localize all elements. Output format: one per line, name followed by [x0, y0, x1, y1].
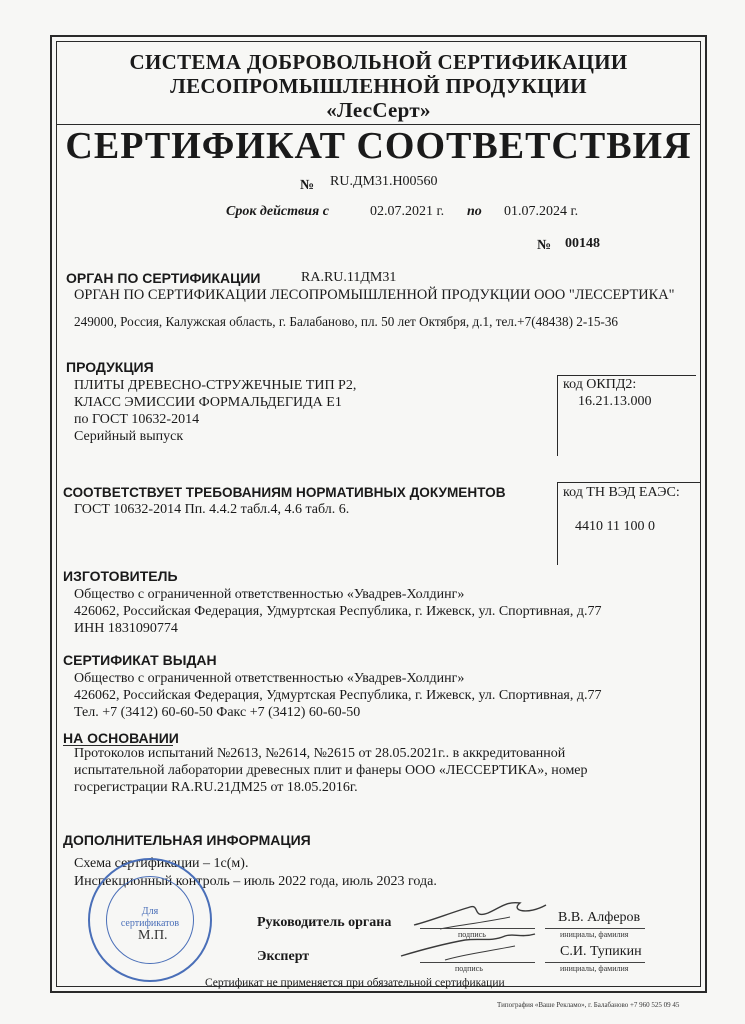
- head-signature-icon: [410, 895, 550, 935]
- product-line: КЛАСС ЭМИССИИ ФОРМАЛЬДЕГИДА Е1: [74, 395, 342, 410]
- form-number: 00148: [565, 236, 600, 251]
- issued-line: Тел. +7 (3412) 60-60-50 Факс +7 (3412) 60-60-50: [74, 705, 361, 720]
- conforms-value: ГОСТ 10632-2014 Пп. 4.4.2 табл.4, 4.6 табл. 6.: [74, 502, 350, 517]
- product-line: ПЛИТЫ ДРЕВЕСНО-СТРУЖЕЧНЫЕ ТИП Р2,: [74, 378, 357, 393]
- head-label: Руководитель органа: [257, 915, 392, 930]
- issued-label: СЕРТИФИКАТ ВЫДАН: [63, 652, 217, 668]
- additional-label: ДОПОЛНИТЕЛЬНАЯ ИНФОРМАЦИЯ: [63, 832, 311, 848]
- certificate-number: RU.ДМ31.Н00560: [330, 174, 438, 189]
- product-line: по ГОСТ 10632-2014: [74, 412, 200, 427]
- manufacturer-line: ИНН 1831090774: [74, 621, 178, 636]
- validity-label: Срок действия с: [226, 204, 329, 219]
- head-name-caption: инициалы, фамилия: [560, 930, 629, 939]
- number-label: №: [300, 178, 315, 193]
- organ-code: RA.RU.11ДМ31: [301, 270, 397, 285]
- valid-to: 01.07.2024 г.: [504, 204, 579, 219]
- head-name-line: [545, 928, 645, 929]
- organ-label: ОРГАН ПО СЕРТИФИКАЦИИ: [66, 270, 261, 286]
- tnved-value: 4410 11 100 0: [575, 519, 655, 534]
- expert-sign-caption: подпись: [455, 964, 483, 973]
- system-title-line2: ЛЕСОПРОМЫШЛЕННОЙ ПРОДУКЦИИ: [170, 74, 587, 98]
- manufacturer-line: 426062, Российская Федерация, Удмуртская Республика, г. Ижевск, ул. Спортивная, д.77: [74, 604, 602, 619]
- system-title-line1: СИСТЕМА ДОБРОВОЛЬНОЙ СЕРТИФИКАЦИИ: [129, 50, 628, 74]
- form-number-label: №: [537, 238, 552, 253]
- certification-seal: [88, 858, 212, 982]
- head-name: В.В. Алферов: [558, 910, 641, 925]
- organ-name: ОРГАН ПО СЕРТИФИКАЦИИ ЛЕСОПРОМЫШЛЕННОЙ ПРОДУКЦИИ ООО "ЛЕССЕРТИКА": [74, 287, 675, 303]
- issued-line: Общество с ограниченной ответственностью «Увадрев-Холдинг»: [74, 671, 465, 686]
- expert-signature-icon: [395, 930, 545, 966]
- manufacturer-label: ИЗГОТОВИТЕЛЬ: [63, 568, 178, 584]
- valid-from: 02.07.2021 г.: [370, 204, 445, 219]
- product-line: Серийный выпуск: [74, 429, 184, 444]
- additional-line: Схема сертификации – 1с(м).: [74, 856, 249, 871]
- manufacturer-line: Общество с ограниченной ответственностью «Увадрев-Холдинг»: [74, 587, 465, 602]
- head-sign-caption: подпись: [458, 930, 486, 939]
- seal-text-bottom: сертификатов: [120, 918, 180, 929]
- okpd-value: 16.21.13.000: [578, 394, 652, 409]
- conforms-label: СООТВЕТСТВУЕТ ТРЕБОВАНИЯМ НОРМАТИВНЫХ ДОКУМЕНТОВ: [63, 485, 506, 500]
- certificate-title: СЕРТИФИКАТ СООТВЕТСТВИЯ: [65, 125, 692, 167]
- basis-line: Протоколов испытаний №2613, №2614, №2615 от 28.05.2021г.. в аккредитованной: [74, 746, 566, 761]
- product-label: ПРОДУКЦИЯ: [66, 359, 154, 375]
- basis-line: испытательной лаборатории древесных плит и фанеры ООО «ЛЕССЕРТИКА», номер: [74, 763, 588, 778]
- footer-note: Сертификат не применяется при обязательной сертификации: [205, 977, 505, 989]
- seal-text-top: Для: [141, 906, 159, 917]
- okpd-label: код ОКПД2:: [563, 377, 637, 392]
- expert-name-caption: инициалы, фамилия: [560, 964, 629, 973]
- to-label: по: [467, 204, 482, 219]
- tnved-label: код ТН ВЭД ЕАЭС:: [563, 485, 680, 500]
- basis-line: госрегистрации RA.RU.21ДМ25 от 18.05.2016г.: [74, 780, 358, 795]
- issued-line: 426062, Российская Федерация, Удмуртская Республика, г. Ижевск, ул. Спортивная, д.77: [74, 688, 602, 703]
- mp-label: М.П.: [138, 928, 168, 943]
- head-sign-line: [420, 928, 535, 929]
- basis-label: НА ОСНОВАНИИ: [63, 730, 179, 746]
- system-title-line3: «ЛесСерт»: [326, 98, 431, 122]
- printer-credit: Типография «Ваше Рекламо», г. Балабаново +7 960 525 09 45: [497, 1001, 680, 1009]
- additional-line: Инспекционный контроль – июль 2022 года, июль 2023 года.: [74, 874, 437, 889]
- organ-address: 249000, Россия, Калужская область, г. Балабаново, пл. 50 лет Октября, д.1, тел.+7(48438) 2-15-36: [74, 314, 619, 329]
- expert-label: Эксперт: [257, 949, 310, 964]
- expert-name: С.И. Тупикин: [560, 944, 642, 959]
- expert-sign-line: [420, 962, 535, 963]
- expert-name-line: [545, 962, 645, 963]
